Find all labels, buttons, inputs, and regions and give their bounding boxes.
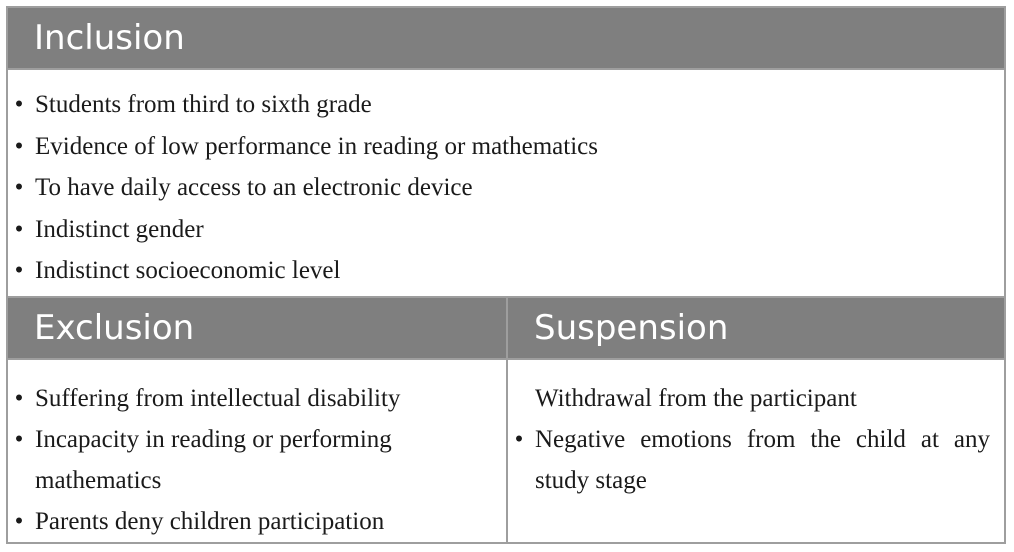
list-item: • To have daily access to an electronic device bbox=[10, 171, 990, 213]
bullet-icon: • bbox=[14, 215, 24, 243]
bullet-icon: • bbox=[14, 426, 24, 453]
bullet-icon: • bbox=[14, 385, 24, 412]
inclusion-list bbox=[10, 88, 990, 296]
divider bbox=[8, 68, 1004, 70]
bullet-icon: • bbox=[14, 132, 24, 160]
list-item: Withdrawal from the participant bbox=[535, 385, 857, 412]
exclusion-list bbox=[10, 378, 490, 542]
exclusion-header: Exclusion bbox=[8, 298, 506, 358]
suspension-list bbox=[510, 378, 990, 501]
column-divider bbox=[506, 296, 508, 542]
list-item: • Indistinct gender bbox=[10, 213, 990, 255]
bullet-icon: • bbox=[14, 91, 24, 118]
list-item: • Evidence of low performance in reading or mathematics bbox=[10, 130, 990, 172]
list-item: • Incapacity in reading or performing mathematics bbox=[10, 419, 490, 501]
list-item: • Students from third to sixth grade bbox=[10, 88, 990, 130]
list-item: • Negative emotions from the child at any study stage bbox=[510, 419, 990, 501]
inclusion-header: Inclusion bbox=[8, 8, 1004, 68]
list-item: • Indistinct socioeconomic level bbox=[10, 254, 990, 296]
list-item: • Parents deny children participation bbox=[10, 501, 490, 542]
bullet-icon: • bbox=[514, 426, 524, 453]
suspension-header: Suspension bbox=[508, 298, 1004, 358]
bullet-icon: • bbox=[14, 257, 24, 285]
list-item: • Suffering from intellectual disability bbox=[10, 378, 490, 419]
bullet-icon: • bbox=[14, 508, 24, 535]
bullet-icon: • bbox=[14, 174, 24, 202]
criteria-table bbox=[6, 6, 1006, 544]
